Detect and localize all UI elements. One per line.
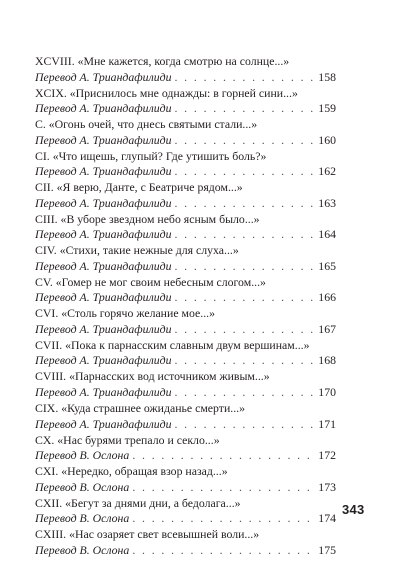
entry-page-number: 158 [318,69,336,84]
entry-page-number: 175 [318,542,336,557]
dot-leader [132,480,315,496]
entry-page-number: 160 [318,132,336,147]
entry-translator: Перевод А. Триандафилиди [35,69,172,84]
dot-leader [174,133,315,149]
entry-title: CI. «Что ищешь, глупый? Где утишить боль?» [35,148,267,163]
entry-line [35,448,336,464]
entry-page-number: 166 [318,290,336,305]
entry-title: С. «Огонь очей, что днесь святыми стали...» [35,117,258,132]
entry-translator: Перевод А. Триандафилиди [35,258,172,273]
entry-title: CII. «Я верю, Данте, с Беатриче рядом...» [35,180,243,195]
entry-page-number: 174 [318,511,336,526]
dot-leader [174,353,315,369]
toc-entry [35,369,336,401]
entry-translator: Перевод А. Триандафилиди [35,227,172,242]
entry-title: XCVIII. «Мне кажется, когда смотрю на солнце...» [35,54,290,68]
toc-entry [35,464,336,496]
entry-line [35,196,336,212]
entry-line [35,259,336,275]
entry-translator: Перевод В. Ослона [35,448,130,463]
dot-leader [174,164,315,180]
entry-line [35,227,336,243]
toc-entry [35,243,336,275]
entry-translator: Перевод А. Триандафилиди [35,290,172,305]
toc-entry [35,527,336,559]
entry-translator: Перевод В. Ослона [35,511,130,526]
entry-title: CXIII. «Нас озаряет свет всевышней воли...» [35,527,260,542]
entry-translator: Перевод А. Триандафилиди [35,416,172,431]
entry-line [35,353,336,369]
entry-translator: Перевод А. Триандафилиди [35,384,172,399]
entry-title: CIII. «В уборе звездном небо ясным было...» [35,211,260,226]
entry-translator: Перевод А. Триандафилиди [35,195,172,210]
dot-leader [132,511,315,527]
entry-title: CV. «Гомер не мог своим небесным слогом...» [35,274,266,289]
dot-leader [174,322,315,338]
dot-leader [174,101,315,117]
entry-page-number: 165 [318,258,336,273]
toc-entry [35,306,336,338]
dot-leader [132,448,315,464]
dot-leader [174,70,315,86]
entry-translator: Перевод В. Ослона [35,479,130,494]
entry-title: CVI. «Столь горячо желание мое...» [35,306,215,321]
toc-entry [35,275,336,307]
toc-entry [35,54,336,86]
toc-entry [35,149,336,181]
entry-page-number: 167 [318,321,336,336]
entry-title: CIV. «Стихи, такие нежные для слуха...» [35,243,239,258]
toc-entry [35,86,336,118]
entry-page-number: 159 [318,101,336,116]
entry-page-number: 162 [318,164,336,179]
toc-entry [35,212,336,244]
entry-page-number: 168 [318,353,336,368]
toc-entry [35,338,336,370]
entry-title: CXI. «Нередко, обращая взор назад...» [35,464,228,479]
toc-entry [35,117,336,149]
entry-translator: Перевод А. Триандафилиди [35,321,172,336]
entry-page-number: 171 [318,416,336,431]
toc-entry [35,401,336,433]
entry-translator: Перевод А. Триандафилиди [35,164,172,179]
entry-page-number: 170 [318,384,336,399]
entry-line [35,543,336,559]
table-of-contents [35,54,336,559]
entry-line [35,290,336,306]
entry-line [35,133,336,149]
entry-line [35,511,336,527]
entry-translator: Перевод В. Ослона [35,542,130,557]
entry-page-number: 163 [318,195,336,210]
dot-leader [174,417,315,433]
dot-leader [132,543,315,559]
dot-leader [174,290,315,306]
entry-page-number: 164 [318,227,336,242]
entry-title: CVII. «Пока к парнасским славным двум вершинам...» [35,337,310,352]
toc-entry [35,180,336,212]
entry-line [35,70,336,86]
entry-title: XCIX. «Приснилось мне однажды: в горней сини...» [35,85,298,100]
entry-translator: Перевод А. Триандафилиди [35,101,172,116]
entry-line [35,417,336,433]
entry-title: CIX. «Куда страшнее ожиданье смерти...» [35,401,246,416]
entry-title: CVIII. «Парнасских вод источником живым...» [35,369,270,384]
entry-line [35,385,336,401]
dot-leader [174,196,315,212]
toc-entry [35,433,336,465]
entry-line [35,480,336,496]
page-number: 343 [342,502,365,517]
dot-leader [174,259,315,275]
entry-line [35,322,336,338]
entry-page-number: 173 [318,479,336,494]
entry-line [35,164,336,180]
dot-leader [174,385,315,401]
entry-line [35,101,336,117]
entry-translator: Перевод А. Триандафилиди [35,353,172,368]
entry-page-number: 172 [318,448,336,463]
entry-translator: Перевод А. Триандафилиди [35,132,172,147]
toc-entry [35,496,336,528]
dot-leader [174,227,315,243]
entry-title: CX. «Нас бурями трепало и секло...» [35,432,220,447]
entry-title: CXII. «Бегут за днями дни, а бедолага...» [35,495,241,510]
